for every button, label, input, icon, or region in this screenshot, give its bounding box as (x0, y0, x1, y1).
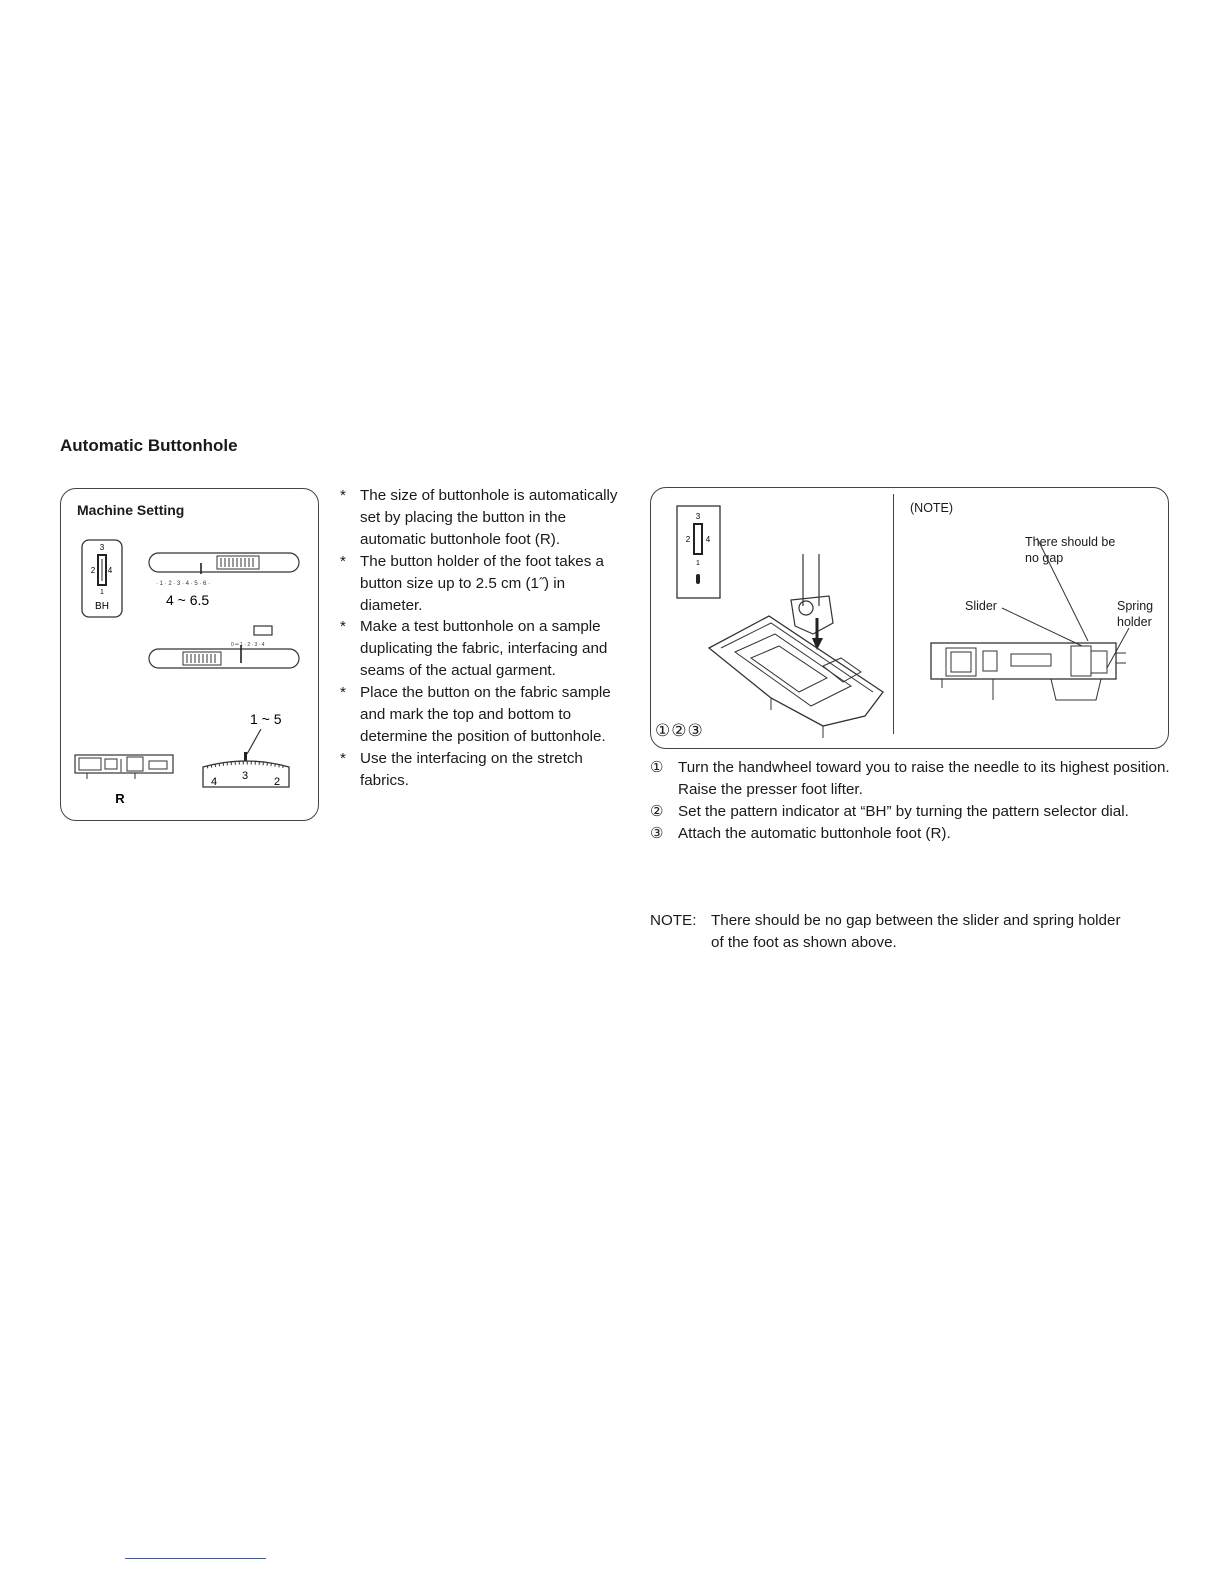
instruction-text: The button holder of the foot takes a button size up to 2.5 cm (1˝) in diameter. (360, 552, 605, 614)
list-item (650, 823, 1180, 845)
presser-foot-illustration (709, 554, 883, 738)
pattern-indicator (677, 506, 720, 598)
instruction-list (340, 485, 620, 792)
attach-foot-figure (650, 487, 1169, 749)
bullet-symbol: * (340, 749, 346, 767)
steps-label: ①②③ (655, 721, 704, 740)
buttonhole-foot-illustration (75, 755, 173, 806)
dial-number-3: 3 (242, 770, 249, 782)
note-line2: of the foot as shown above. (711, 933, 897, 951)
indicator-left: 2 (685, 535, 691, 544)
list-item (340, 682, 620, 748)
machine-setting-title: Machine Setting (77, 502, 185, 518)
footer-rule (125, 1558, 266, 1559)
step-number: ③ (650, 824, 664, 842)
step-number: ② (650, 802, 664, 820)
bullet-symbol: * (340, 618, 346, 636)
step-text: Attach the automatic buttonhole foot (R). (678, 824, 951, 842)
instruction-text: Use the interfacing on the stretch fabrics. (360, 749, 583, 789)
spring-holder-label: Spring holder (1117, 599, 1154, 629)
list-item (650, 801, 1180, 823)
foot-label: R (115, 791, 125, 806)
step-text: Turn the handwheel toward you to raise the needle to its highest position. (678, 759, 1170, 776)
indicator-bottom: 1 (100, 589, 104, 596)
indicator-right: 4 (107, 566, 113, 575)
instruction-text: Make a test buttonhole on a sample duplicating the fabric, interfacing and seams of the actual garment. (360, 618, 608, 680)
instruction-text: The size of buttonhole is automatically set by placing the button in the automatic buttonhole foot (R). (360, 487, 618, 548)
indicator-bottom: 1 (696, 560, 700, 567)
bullet-symbol: * (340, 552, 346, 570)
svg-text:0 ═ 1 · 2 · 3 · 4: 0 ═ 1 · 2 · 3 · 4 (231, 642, 265, 648)
indicator-top: 3 (695, 512, 701, 521)
instruction-text: Place the button on the fabric sample and mark the top and bottom to determine the position of buttonhole. (360, 684, 611, 745)
step-extra: Raise the presser foot lifter. (678, 780, 863, 798)
list-item (340, 616, 620, 682)
steps-list (650, 757, 1180, 845)
figure-illustration (651, 488, 1168, 748)
machine-setting-panel (60, 488, 319, 821)
bullet-symbol: * (340, 487, 346, 504)
svg-text:· 1 · 2 · 3 · 4 · 5 · 6 ·: · 1 · 2 · 3 · 4 · 5 · 6 · (156, 581, 211, 587)
tension-dial (203, 711, 289, 788)
indicator-top: 3 (99, 543, 105, 552)
stitch-length-slider (149, 626, 299, 668)
note-label: (NOTE) (910, 501, 954, 515)
list-item (340, 551, 620, 617)
dial-number-4: 4 (211, 776, 218, 788)
pattern-label: BH (95, 601, 109, 612)
foot-side-view (931, 538, 1129, 700)
stitch-width-range: 4 ~ 6.5 (166, 592, 210, 608)
step-number: ① (650, 759, 664, 776)
step-text: Set the pattern indicator at “BH” by turning the pattern selector dial. (678, 802, 1129, 820)
indicator-right: 4 (705, 535, 711, 544)
dial-number-2: 2 (274, 776, 281, 788)
list-item (340, 485, 620, 551)
stitch-length-range: 1 ~ 5 (250, 711, 282, 727)
note-line1: There should be no gap between the slider and spring holder (711, 912, 1121, 929)
indicator-left: 2 (90, 566, 96, 575)
note-paragraph (650, 910, 1180, 954)
list-item (340, 748, 620, 792)
page-title: Automatic Buttonhole (60, 436, 238, 455)
pattern-indicator (82, 540, 122, 617)
bullet-symbol: * (340, 684, 346, 702)
list-item (650, 757, 1180, 801)
stitch-width-slider (149, 553, 299, 608)
slider-label: Slider (965, 599, 997, 613)
gap-label: There should be no gap (1025, 535, 1116, 565)
note-prefix: NOTE: (650, 912, 697, 929)
machine-setting-illustration (61, 489, 318, 820)
